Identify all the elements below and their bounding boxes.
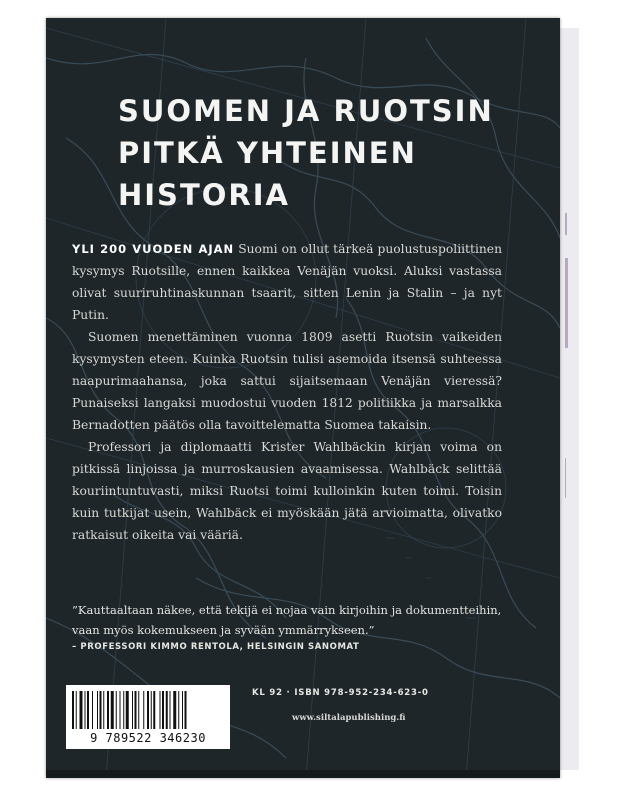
barcode-bar [85, 691, 86, 729]
barcode-digits: 9 789522 346230 [90, 731, 206, 745]
barcode-bar [100, 691, 102, 729]
barcode-bar [185, 691, 187, 729]
publisher-website: www.siltalapublishing.fi [292, 713, 406, 723]
headline-line: PITKÄ YHTEINEN [118, 136, 417, 170]
classification-isbn: KL 92 · ISBN 978-952-234-623-0 [252, 688, 429, 698]
spine-mark [565, 258, 568, 348]
barcode-bar [72, 691, 74, 729]
barcode-bar [162, 691, 164, 729]
barcode-bar [135, 691, 137, 729]
barcode-bar [111, 691, 114, 729]
blurb-paragraph [72, 238, 502, 326]
barcode-bar [80, 691, 83, 729]
barcode-bar [147, 691, 149, 729]
barcode-bar [87, 691, 89, 729]
headline-line: HISTORIA [118, 178, 290, 212]
barcode-bar [123, 691, 124, 729]
blurb-paragraph: Suomen menettäminen vuonna 1809 asetti Ruotsin vaikeiden kysymysten eteen. Kuinka Ruotsin tulisi asemoida itsensä suhteessa naapurimaahansa, joka sattui sijaitsemaan Venäjän vieressä? Punaiseksi langaksi muodostui vuoden 1812 politiikka ja marsalkka Bernadotten päätös olla tavoittelematta Suomea takaisin. [72, 330, 502, 432]
isbn-barcode [66, 685, 230, 749]
review-quote: ”Kauttaaltaan näkee, että tekijä ei nojaa vain kirjoihin ja dokumentteihin, vaan myös kokemukseen ja syvään ymmärrykseen.” [72, 603, 502, 637]
barcode-bar [173, 691, 176, 729]
barcode-bar [97, 691, 98, 729]
quote-attribution: – PROFESSORI KIMMO RENTOLA, HELSINGIN SANOMAT [72, 642, 360, 652]
blurb-lead: YLI 200 VUODEN AJAN [72, 242, 235, 256]
barcode-bar [160, 691, 161, 729]
barcode-bar [103, 691, 104, 729]
barcode-bar [92, 691, 93, 729]
barcode-bar [138, 691, 139, 729]
barcode-bar [116, 691, 117, 729]
barcode-bar [76, 691, 77, 729]
blurb-text [72, 238, 502, 546]
cover-bottom-edge [46, 770, 560, 778]
barcode-bars [72, 691, 224, 729]
barcode-bar [120, 691, 121, 729]
headline-line: SUOMEN JA RUOTSIN [118, 94, 494, 128]
barcode-bar [153, 691, 155, 729]
book-spine-edge [558, 28, 579, 770]
spine-mark [565, 458, 566, 498]
blurb-paragraph: Professori ja diplomaatti Krister Wahlbäckin kirjan voima on pitkissä linjoissa ja murroskausien avaamisessa. Wahlbäck selittää kouriintuntuvasti, miksi Ruotsi toimi kulloinkin kuten toimi. Toisin kuin tutkijat usein, Wahlbäck ei myöskään jätä arvioimatta, olivatko ratkaisut oikeita vai vääriä. [72, 440, 502, 542]
blurb-paragraph-text: Suomi on ollut tärkeä puolustuspoliittinen kysymys Ruotsille, ennen kaikkea Venäjän vuoksi. Aluksi vastassa olivat suuriruhtinaskunnan tsaarit, sitten Lenin ja Stalin – ja nyt Putin. [72, 242, 502, 322]
spine-mark [565, 213, 567, 235]
barcode-bar [170, 691, 171, 729]
barcode-bar [182, 691, 183, 729]
barcode-bar [143, 691, 144, 729]
barcode-bar [166, 691, 168, 729]
barcode-bar [132, 691, 133, 729]
barcode-bar [151, 691, 152, 729]
headline [118, 90, 494, 216]
barcode-bar [107, 691, 109, 729]
barcode-bar [126, 691, 129, 729]
barcode-bar [178, 691, 179, 729]
